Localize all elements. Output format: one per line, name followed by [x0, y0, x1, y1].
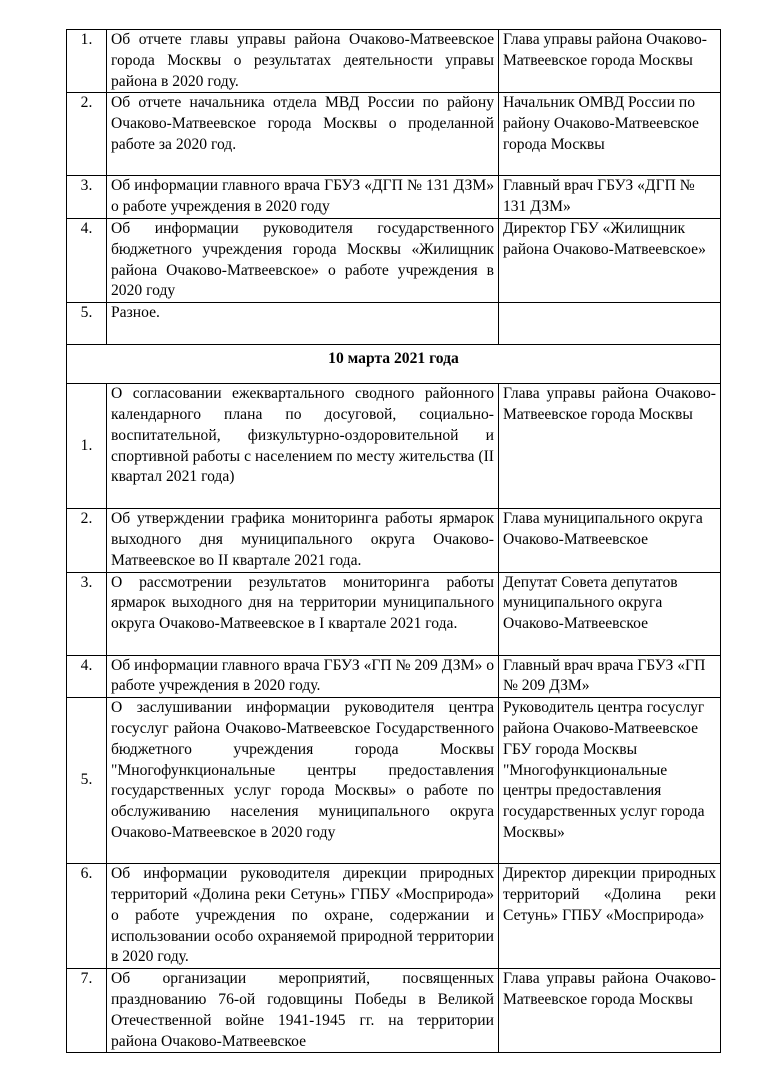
item-responsible	[499, 303, 721, 345]
table-row	[67, 698, 721, 864]
item-responsible: Директор дирекции природных территорий «Долина реки Сетунь» ГПБУ «Мосприрода»	[499, 864, 721, 969]
item-subject: Об информации главного врача ГБУЗ «ДГП № 131 ДЗМ» о работе учреждения в 2020 году	[107, 176, 499, 219]
item-number: 5.	[67, 698, 107, 864]
item-subject: О заслушивании информации руководителя центра госуслуг района Очаково-Матвеевское Государственного бюджетного учреждения города Москвы "Многофункциональные центры предоставления государственных услуг города Москвы» о работе по обслуживанию населения муниципального округа Очаково-Матвеевское в 2020 году	[107, 698, 499, 864]
item-responsible: Глава управы района Очаково-Матвеевское города Москвы	[499, 969, 721, 1053]
item-subject: Разное.	[107, 303, 499, 345]
table-row	[67, 655, 721, 698]
item-subject: Об информации главного врача ГБУЗ «ГП № 209 ДЗМ» о работе учреждения в 2020 году.	[107, 655, 499, 698]
table-row	[67, 864, 721, 969]
item-number: 3.	[67, 572, 107, 655]
item-subject: Об информации руководителя государственного бюджетного учреждения города Москвы «Жилищник района Очаково-Матвеевское» о работе учреждения в 2020 году	[107, 218, 499, 302]
item-responsible: Глава муниципального округа Очаково-Матвеевское	[499, 509, 721, 572]
item-number: 2.	[67, 509, 107, 572]
table-row	[67, 218, 721, 302]
item-number: 5.	[67, 303, 107, 345]
item-subject: О рассмотрении результатов мониторинга работы ярмарок выходного дня на территории муниципального округа Очаково-Матвеевское в I квартале 2021 года.	[107, 572, 499, 655]
item-responsible: Глава управы района Очаково-Матвеевское города Москвы	[499, 30, 721, 93]
item-responsible: Директор ГБУ «Жилищник района Очаково-Матвеевское»	[499, 218, 721, 302]
item-subject: Об организации мероприятий, посвященных празднованию 76-ой годовщины Победы в Великой Отечественной войне 1941-1945 гг. на территории района Очаково-Матвеевское	[107, 969, 499, 1053]
item-subject: Об отчете начальника отдела МВД России по району Очаково-Матвеевское города Москвы о проделанной работе за 2020 год.	[107, 93, 499, 176]
item-responsible: Руководитель центра госуслуг района Очаково-Матвеевское ГБУ города Москвы "Многофункциональные центры предоставления государственных услуг города Москвы»	[499, 698, 721, 864]
item-responsible: Начальник ОМВД России по району Очаково-Матвеевское города Москвы	[499, 93, 721, 176]
item-number: 3.	[67, 176, 107, 219]
item-number: 2.	[67, 93, 107, 176]
section-row	[67, 345, 721, 384]
item-number: 6.	[67, 864, 107, 969]
item-number: 1.	[67, 384, 107, 509]
agenda-table	[66, 29, 721, 1053]
table-row	[67, 176, 721, 219]
table-row	[67, 93, 721, 176]
table-row	[67, 509, 721, 572]
item-number: 7.	[67, 969, 107, 1053]
table-row	[67, 384, 721, 509]
item-subject: Об отчете главы управы района Очаково-Матвеевское города Москвы о результатах деятельности управы района в 2020 году.	[107, 30, 499, 93]
table-row	[67, 303, 721, 345]
table-row	[67, 572, 721, 655]
table-row	[67, 969, 721, 1053]
item-number: 4.	[67, 218, 107, 302]
item-responsible: Главный врач ГБУЗ «ДГП № 131 ДЗМ»	[499, 176, 721, 219]
item-number: 4.	[67, 655, 107, 698]
item-number: 1.	[67, 30, 107, 93]
section-date-heading: 10 марта 2021 года	[67, 345, 721, 384]
item-subject: О согласовании ежеквартального сводного районного календарного плана по досуговой, социально-воспитательной, физкультурно-оздоровительной и спортивной работы с населением по месту жительства (II квартал 2021 года)	[107, 384, 499, 509]
item-subject: Об утверждении графика мониторинга работы ярмарок выходного дня муниципального округа Очаково-Матвеевское во II квартале 2021 года.	[107, 509, 499, 572]
item-subject: Об информации руководителя дирекции природных территорий «Долина реки Сетунь» ГПБУ «Мосприрода» о работе учреждения по охране, содержании и использовании особо охраняемой природной территории в 2020 году.	[107, 864, 499, 969]
item-responsible: Глава управы района Очаково-Матвеевское города Москвы	[499, 384, 721, 509]
item-responsible: Депутат Совета депутатов муниципального округа Очаково-Матвеевское	[499, 572, 721, 655]
table-row	[67, 30, 721, 93]
item-responsible: Главный врач врача ГБУЗ «ГП № 209 ДЗМ»	[499, 655, 721, 698]
